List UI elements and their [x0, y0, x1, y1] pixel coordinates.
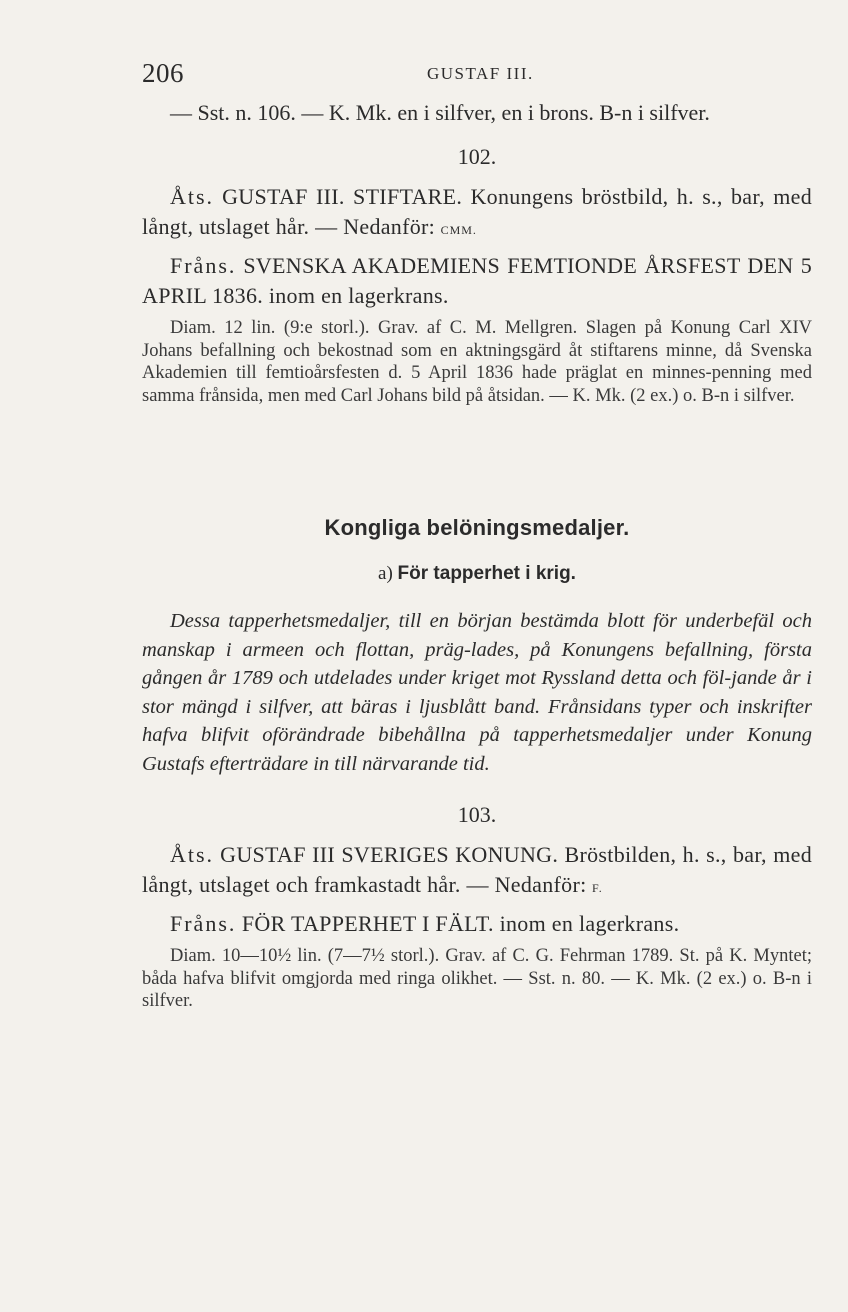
- entry-103-notes: Diam. 10—10½ lin. (7—7½ storl.). Grav. af C. G. Fehrman 1789. St. på K. Myntet; båda hafva blifvit omgjorda med ringa olikhet. — Sst. n. 80. — K. Mk. (2 ex.) o. B-n i silfver.: [142, 946, 812, 1011]
- engraver-mark: CMM.: [440, 223, 477, 237]
- obverse-label: Åts.: [170, 842, 215, 867]
- obverse-text: GUSTAF III. STIFTARE. Konungens bröstbild, h. s., bar, med långt, utslaget hår. — Nedanför:: [142, 184, 813, 239]
- section-intro: Dessa tapperhetsmedaljer, till en början bestämda blott för underbefäl och manskap i armeen och flottan, präg-lades, på Konungens befallning, första gången år 1789 och utdelades under kriget mot Ryssland detta och föl-jande år i stor mängd i silfver, att bäras i ljusblått band. Frånsidans typer och inskrifter hafva blifvit oförändrade bibehållna på tapperhetsmedaljer under Konung Gustafs efterträdare in till närvarande tid.: [142, 610, 812, 775]
- entry-102-obverse: [142, 182, 812, 245]
- entry-102-number: 102.: [457, 144, 497, 169]
- entry-103-number: 103.: [457, 802, 497, 827]
- engraver-mark: F.: [591, 881, 603, 895]
- reverse-label: Fråns.: [170, 911, 237, 936]
- subsection-heading: [142, 563, 812, 585]
- entry-103-reverse: [142, 909, 812, 939]
- reverse-text: FÖR TAPPERHET I FÄLT. inom en lagerkrans.: [241, 911, 680, 936]
- obverse-label: Åts.: [170, 184, 215, 209]
- entry-102-reverse: [142, 251, 812, 311]
- page-header: [142, 58, 812, 98]
- subsection-prefix: a): [378, 563, 393, 584]
- reverse-label: Fråns.: [170, 253, 237, 278]
- page: [142, 58, 812, 1013]
- section-title: Kongliga belöningsmedaljer.: [324, 515, 630, 540]
- reverse-text: SVENSKA AKADEMIENS FEMTIONDE ÅRSFEST DEN 5 APRIL 1836. inom en lagerkrans.: [142, 253, 813, 308]
- entry-102-notes: Diam. 12 lin. (9:e storl.). Grav. af C. M. Mellgren. Slagen på Konung Carl XIV Johans befallning och bekostnad som en aktningsgärd åt stiftarens minne, då Svenska Akademien till femtioårsfesten d. 5 April 1836 hade präglat en minnes-penning med samma frånsida, men med Carl Johans bild på åtsidan. — K. Mk. (2 ex.) o. B-n i silfver.: [142, 318, 812, 406]
- page-number: 206: [142, 58, 184, 88]
- obverse-text: GUSTAF III SVERIGES KONUNG. Bröstbilden, h. s., bar, med långt, utslaget och framkastadt hår. — Nedanför:: [142, 842, 813, 897]
- subsection-title: För tapperhet i krig.: [397, 563, 576, 584]
- entry-101-tail: — Sst. n. 106. — K. Mk. en i silfver, en i brons. B-n i silfver.: [170, 100, 710, 125]
- running-head: GUSTAF III.: [427, 64, 534, 83]
- entry-103-obverse: [142, 840, 812, 903]
